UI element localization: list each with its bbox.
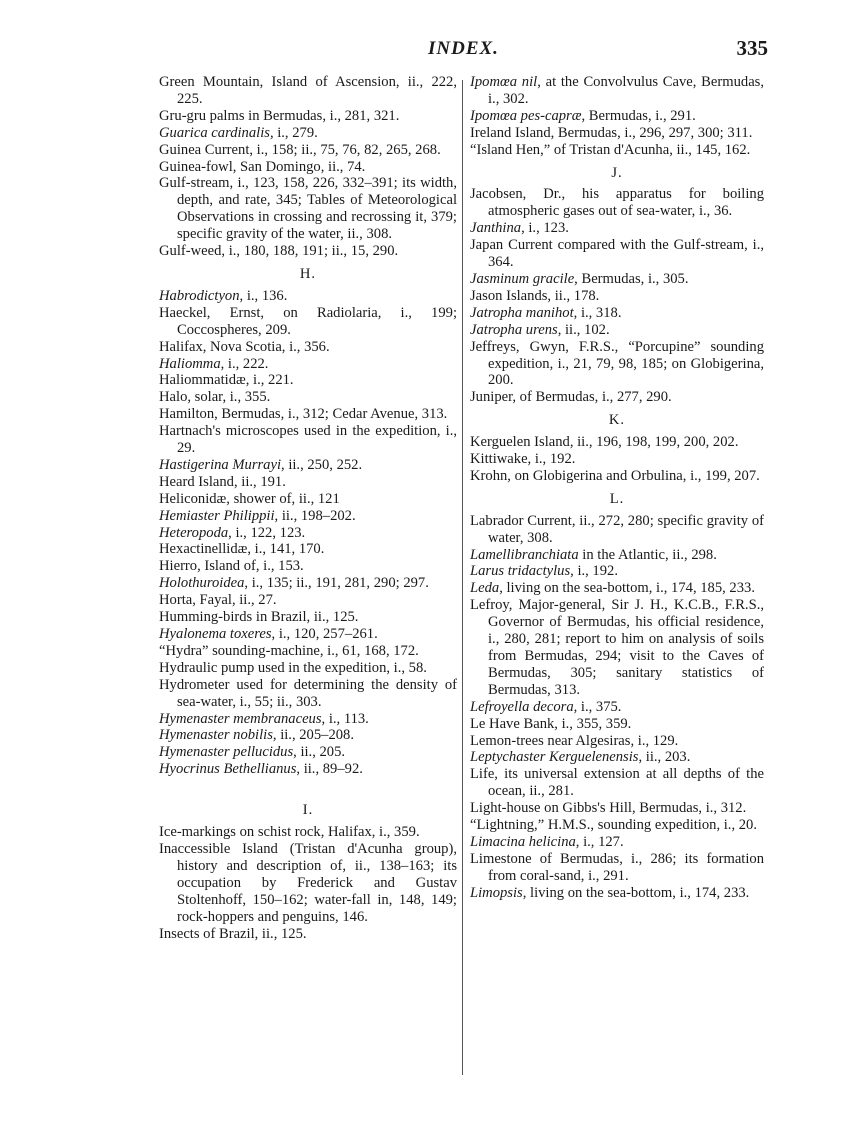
index-entry bbox=[159, 491, 457, 508]
entry-text: Jacobsen, Dr., his apparatus for boiling atmospheric gases out of sea-water, i., 36. bbox=[470, 186, 764, 220]
index-entry bbox=[470, 186, 764, 220]
entry-text: “Island Hen,” of Tristan d'Acunha, ii., 145, 162. bbox=[470, 141, 751, 158]
entry-text: , i., 192. bbox=[570, 563, 618, 580]
index-entry bbox=[159, 339, 457, 356]
index-entry bbox=[159, 677, 457, 711]
entry-text: Juniper, of Bermudas, i., 277, 290. bbox=[470, 389, 672, 406]
entry-italic-term: Hymenaster pellucidus bbox=[159, 744, 294, 761]
index-entry bbox=[470, 108, 764, 125]
entry-text: , ii., 198–202. bbox=[274, 507, 356, 524]
index-entry bbox=[470, 451, 764, 468]
entry-italic-term: Hyalonema toxeres bbox=[159, 626, 272, 642]
entry-text: Krohn, on Globigerina and Orbulina, i., 199, 207. bbox=[470, 467, 760, 484]
entry-text: Lemon-trees near Algesiras, i., 129. bbox=[470, 732, 679, 749]
entry-text: Guinea Current, i., 158; ii., 75, 76, 82, 265, 268. bbox=[159, 141, 441, 158]
index-entry bbox=[159, 841, 457, 926]
index-entry bbox=[159, 108, 457, 125]
index-entry bbox=[470, 142, 764, 159]
index-entry bbox=[159, 525, 457, 542]
index-entry bbox=[470, 834, 764, 851]
index-entry bbox=[159, 372, 457, 389]
index-entry bbox=[159, 575, 457, 592]
entry-text: Halo, solar, i., 355. bbox=[159, 389, 271, 406]
entry-text: Life, its universal extension at all depths of the ocean, ii., 281. bbox=[470, 766, 764, 800]
index-entry bbox=[159, 643, 457, 660]
index-entry bbox=[470, 74, 764, 108]
index-entry bbox=[470, 271, 764, 288]
entry-italic-term: Hemiaster Philippii bbox=[159, 507, 275, 524]
entry-italic-term: Hymenaster nobilis bbox=[159, 727, 273, 744]
entry-italic-term: Guarica cardinalis bbox=[159, 124, 270, 141]
index-entry bbox=[159, 243, 457, 260]
entry-italic-term: Ipomœa nil bbox=[470, 74, 538, 90]
entry-text: , i., 120, 257–261. bbox=[271, 626, 378, 642]
index-entry bbox=[159, 288, 457, 305]
index-entry bbox=[470, 699, 764, 716]
entry-italic-term: Hastigerina Murrayi bbox=[159, 456, 282, 473]
right-column bbox=[470, 74, 764, 902]
index-entry bbox=[470, 547, 764, 564]
entry-italic-term: Jatropha manihot bbox=[470, 304, 574, 321]
entry-text: , i., 123. bbox=[521, 220, 569, 237]
index-entry bbox=[159, 609, 457, 626]
index-entry bbox=[470, 766, 764, 800]
entry-italic-term: Holothuroidea bbox=[159, 575, 245, 592]
index-entry bbox=[470, 339, 764, 390]
entry-text: Hydrometer used for determining the density of sea-water, i., 55; ii., 303. bbox=[159, 676, 457, 710]
index-entry bbox=[159, 474, 457, 491]
index-entry bbox=[470, 389, 764, 406]
entry-text: Halifax, Nova Scotia, i., 356. bbox=[159, 338, 330, 355]
index-entry bbox=[159, 558, 457, 575]
section-letter: I. bbox=[302, 802, 314, 819]
entry-text: Ireland Island, Bermudas, i., 296, 297, 300; 311. bbox=[470, 124, 753, 141]
entry-text: , Bermudas, i., 305. bbox=[574, 270, 689, 287]
entry-text: , i., 135; ii., 191, 281, 290; 297. bbox=[244, 575, 429, 592]
entry-italic-term: Ipomœa pes-capræ bbox=[470, 107, 582, 124]
index-entry bbox=[159, 824, 457, 841]
entry-text: , i., 113. bbox=[321, 710, 369, 727]
entry-text: Heliconidæ, shower of, ii., 121 bbox=[159, 490, 340, 507]
entry-text: , living on the sea-bottom, i., 174, 233. bbox=[522, 884, 750, 901]
index-entry bbox=[470, 733, 764, 750]
index-entry bbox=[470, 597, 764, 698]
index-entry bbox=[470, 468, 764, 485]
entry-text: , i., 127. bbox=[575, 833, 624, 850]
entry-italic-term: Jatropha urens bbox=[470, 321, 558, 338]
entry-text: , at the Convolvulus Cave, Bermudas, i., 302. bbox=[488, 74, 765, 107]
page-header bbox=[158, 38, 768, 68]
entry-italic-term: Limopsis bbox=[470, 884, 523, 901]
entry-text: , ii., 250, 252. bbox=[281, 456, 363, 473]
index-entry bbox=[159, 541, 457, 558]
entry-text: Gru-gru palms in Bermudas, i., 281, 321. bbox=[159, 107, 400, 124]
entry-text: , i., 222. bbox=[220, 355, 269, 372]
entry-italic-term: Haliomma bbox=[159, 355, 221, 372]
index-entry bbox=[159, 406, 457, 423]
index-entry bbox=[159, 389, 457, 406]
index-entry bbox=[470, 322, 764, 339]
entry-text: Limestone of Bermudas, i., 286; its formation from coral-sand, i., 291. bbox=[470, 850, 764, 884]
index-entry bbox=[159, 423, 457, 457]
entry-text: Green Mountain, Island of Ascension, ii., 222, 225. bbox=[159, 74, 457, 107]
entry-text: Hartnach's microscopes used in the expedition, i., 29. bbox=[159, 423, 457, 457]
index-entry bbox=[159, 142, 457, 159]
index-entry bbox=[159, 711, 457, 728]
index-entry bbox=[470, 237, 764, 271]
entry-italic-term: Janthina bbox=[470, 220, 522, 237]
index-entry bbox=[470, 800, 764, 817]
index-entry bbox=[470, 580, 764, 597]
entry-italic-term: Heteropoda bbox=[159, 524, 229, 541]
entry-text: Le Have Bank, i., 355, 359. bbox=[470, 715, 632, 732]
entry-italic-term: Limacina helicina bbox=[470, 833, 576, 850]
entry-text: Jason Islands, ii., 178. bbox=[470, 287, 600, 304]
entry-text: Hydraulic pump used in the expedition, i., 58. bbox=[159, 659, 427, 676]
entry-text: Ice-markings on schist rock, Halifax, i., 359. bbox=[159, 824, 420, 841]
entry-italic-term: Habrodictyon bbox=[159, 287, 240, 304]
index-entry bbox=[159, 592, 457, 609]
index-entry bbox=[159, 175, 457, 243]
entry-text: Horta, Fayal, ii., 27. bbox=[159, 592, 277, 609]
index-entry bbox=[159, 159, 457, 176]
entry-text: Hierro, Island of, i., 153. bbox=[159, 558, 304, 575]
index-entry bbox=[159, 744, 457, 761]
entry-text: Light-house on Gibbs's Hill, Bermudas, i., 312. bbox=[470, 800, 747, 817]
index-entry bbox=[470, 288, 764, 305]
entry-text: Kittiwake, i., 192. bbox=[470, 451, 576, 468]
entry-text: “Hydra” sounding-machine, i., 61, 168, 172. bbox=[159, 642, 419, 659]
entry-text: , i., 375. bbox=[573, 698, 622, 715]
index-entry bbox=[470, 851, 764, 885]
index-entry bbox=[470, 749, 764, 766]
index-entry bbox=[470, 817, 764, 834]
index-entry bbox=[470, 885, 764, 902]
entry-text: , ii., 89–92. bbox=[296, 761, 363, 778]
left-column bbox=[159, 74, 457, 942]
entry-text: Lefroy, Major-general, Sir J. H., K.C.B., F.R.S., Governor of Bermudas, his official residence, i., 280, 281; report to him on analysis of soils from Bermudas, 294; visit to the Caves of Bermudas, 305; sanitary statistics of Bermudas, 313. bbox=[470, 597, 764, 698]
section-letter: H. bbox=[299, 265, 317, 282]
index-entry bbox=[159, 926, 457, 943]
section-letter: L. bbox=[609, 490, 625, 507]
index-entry bbox=[470, 305, 764, 322]
index-entry bbox=[159, 457, 457, 474]
entry-text: Gulf-stream, i., 123, 158, 226, 332–391; its width, depth, and rate, 345; Tables of Meteorological Observations in crossing and recrossing it, 379; specific gravity of the water, ii., 308. bbox=[159, 175, 457, 243]
index-entry bbox=[470, 125, 764, 142]
entry-text: , i., 136. bbox=[239, 287, 288, 304]
entry-text: Heard Island, ii., 191. bbox=[159, 473, 286, 490]
entry-italic-term: Lamellibranchiata bbox=[470, 546, 579, 563]
entry-italic-term: Larus tridactylus bbox=[470, 563, 571, 580]
section-letter: K. bbox=[608, 412, 626, 429]
index-entry bbox=[159, 727, 457, 744]
index-entry bbox=[159, 626, 457, 643]
entry-text: , i., 318. bbox=[573, 304, 622, 321]
entry-text: Haliommatidæ, i., 221. bbox=[159, 372, 294, 389]
section-spacer bbox=[159, 778, 457, 796]
entry-text: , ii., 203. bbox=[638, 749, 691, 766]
entry-text: , ii., 205. bbox=[293, 744, 346, 761]
index-entry bbox=[159, 508, 457, 525]
page-number: 335 bbox=[736, 36, 768, 60]
entry-text: Japan Current compared with the Gulf-stream, i., 364. bbox=[470, 237, 764, 271]
entry-italic-term: Hymenaster membranaceus bbox=[159, 710, 322, 727]
entry-text: , Bermudas, i., 291. bbox=[581, 107, 696, 124]
entry-text: Insects of Brazil, ii., 125. bbox=[159, 925, 307, 942]
entry-text: Inaccessible Island (Tristan d'Acunha group), history and description of, ii., 138–163; its occupation by Frederick and Gustav Stoltenhoff, 150–162; water-fall in, 148, 149; rock-hoppers and penguins, 146. bbox=[159, 840, 457, 925]
entry-text: , ii., 205–208. bbox=[272, 727, 354, 744]
entry-italic-term: Leda bbox=[470, 580, 500, 597]
entry-text: Guinea-fowl, San Domingo, ii., 74. bbox=[159, 158, 366, 175]
index-entry bbox=[470, 513, 764, 547]
entry-text: “Lightning,” H.M.S., sounding expedition, i., 20. bbox=[470, 817, 757, 834]
entry-text: Hamilton, Bermudas, i., 312; Cedar Avenue, 313. bbox=[159, 406, 448, 423]
entry-text: Hexactinellidæ, i., 141, 170. bbox=[159, 541, 325, 558]
entry-italic-term: Leptychaster Kerguelenensis bbox=[470, 749, 639, 766]
running-title: INDEX. bbox=[428, 38, 499, 59]
index-entry bbox=[470, 716, 764, 733]
entry-text: Humming-birds in Brazil, ii., 125. bbox=[159, 609, 359, 626]
entry-text: , i., 279. bbox=[269, 124, 318, 141]
entry-text: Gulf-weed, i., 180, 188, 191; ii., 15, 290. bbox=[159, 243, 399, 260]
entry-text: Haeckel, Ernst, on Radiolaria, i., 199; Coccospheres, 209. bbox=[159, 304, 457, 338]
index-entry bbox=[159, 660, 457, 677]
entry-text: Jeffreys, Gwyn, F.R.S., “Porcupine” sounding expedition, i., 21, 79, 98, 185; on Globigerina, 200. bbox=[470, 338, 764, 389]
index-entry bbox=[159, 74, 457, 108]
index-entry bbox=[159, 356, 457, 373]
entry-italic-term: Jasminum gracile bbox=[470, 270, 575, 287]
index-entry bbox=[159, 305, 457, 339]
index-entry bbox=[470, 220, 764, 237]
entry-text: Kerguelen Island, ii., 196, 198, 199, 200, 202. bbox=[470, 434, 739, 451]
entry-text: , ii., 102. bbox=[557, 321, 610, 338]
column-divider bbox=[462, 80, 463, 1075]
entry-text: in the Atlantic, ii., 298. bbox=[578, 546, 717, 563]
entry-text: Labrador Current, ii., 272, 280; specific gravity of water, 308. bbox=[470, 512, 764, 546]
entry-italic-term: Lefroyella decora bbox=[470, 698, 574, 715]
index-entry bbox=[470, 434, 764, 451]
entry-italic-term: Hyocrinus Bethellianus bbox=[159, 761, 297, 778]
section-letter: J. bbox=[611, 164, 623, 181]
index-entry bbox=[159, 125, 457, 142]
entry-text: , i., 122, 123. bbox=[228, 524, 306, 541]
index-entry bbox=[159, 761, 457, 778]
index-entry bbox=[470, 563, 764, 580]
entry-text: , living on the sea-bottom, i., 174, 185, 233. bbox=[499, 580, 755, 597]
